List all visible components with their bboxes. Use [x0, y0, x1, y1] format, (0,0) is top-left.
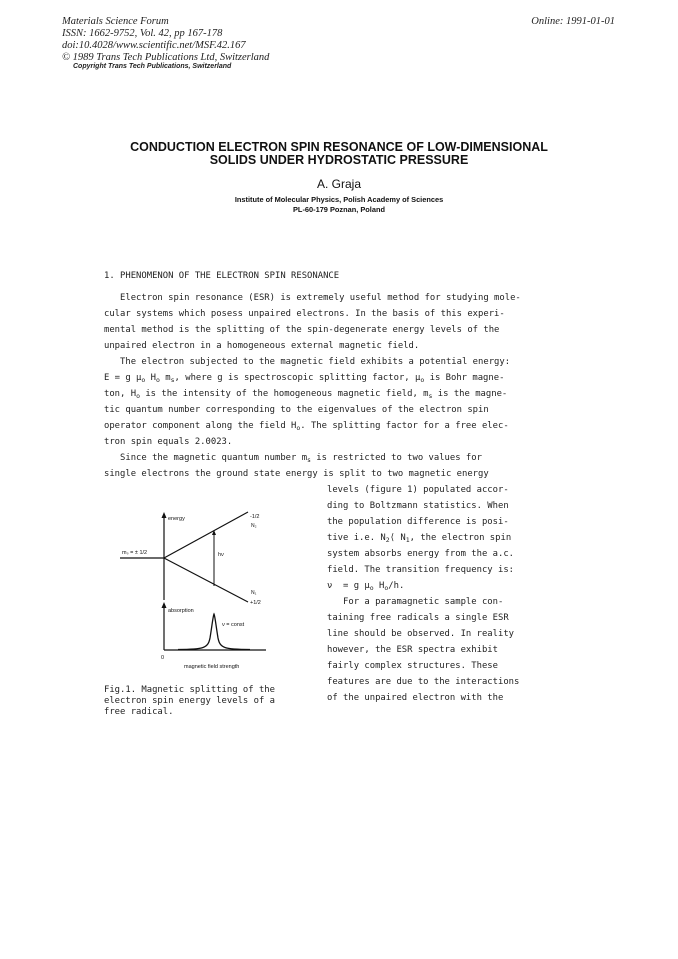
- text-run: is the magne-: [432, 389, 508, 399]
- right-col-line: ding to Boltzmann statistics. When: [327, 501, 509, 511]
- text-run: m: [159, 373, 171, 383]
- text-run: operator component along the field H: [104, 421, 297, 431]
- right-col-line: the population difference is posi-: [327, 517, 509, 527]
- subscript: o: [296, 424, 301, 432]
- subscript: s: [307, 456, 311, 464]
- body-line: [104, 453, 482, 464]
- text-run: H: [373, 581, 385, 591]
- n2-label: N₂: [251, 523, 257, 529]
- n1-label: N₁: [251, 590, 257, 596]
- body-line: tron spin equals 2.0023.: [104, 437, 233, 447]
- body-line: mental method is the splitting of the spin-degenerate energy levels of the: [104, 325, 500, 335]
- origin-label: 0: [161, 655, 165, 661]
- body-line-formula: [104, 373, 504, 384]
- affiliation-line1: Institute of Molecular Physics, Polish Academy of Sciences: [234, 195, 444, 204]
- body-line: Electron spin resonance (ESR) is extremely useful method for studying mole-: [104, 293, 521, 303]
- text-run: , the electron spin: [409, 533, 512, 543]
- text-run: H: [145, 373, 157, 383]
- subscript: 2: [385, 536, 390, 544]
- paper-title-line1: CONDUCTION ELECTRON SPIN RESONANCE OF LOW-DIMENSIONAL: [130, 140, 548, 154]
- absorption-label: absorption: [168, 608, 194, 614]
- text-run: tive i.e. N: [327, 533, 386, 543]
- text-run: Since the magnetic quantum number m: [104, 453, 308, 463]
- absorption-axis-arrow: [162, 602, 167, 608]
- body-line: tic quantum number corresponding to the eigenvalues of the electron spin: [104, 405, 489, 415]
- right-col-line: fairly complex structures. These: [327, 661, 498, 671]
- figure-caption-line: Fig.1. Magnetic splitting of the: [104, 685, 275, 695]
- right-col-line: system absorbs energy from the a.c.: [327, 549, 515, 559]
- right-col-line: field. The transition frequency is:: [327, 565, 515, 575]
- energy-level-diagram: [108, 508, 288, 673]
- right-col-formula: [327, 581, 404, 592]
- copyright-stamp: Copyright Trans Tech Publications, Switzerland: [73, 63, 232, 70]
- figure-caption-line: electron spin energy levels of a: [104, 696, 275, 706]
- right-col-line: features are due to the interactions: [327, 677, 520, 687]
- right-col-line: levels (figure 1) populated accor-: [327, 485, 509, 495]
- subscript: o: [384, 584, 389, 592]
- lower-level-line: [164, 558, 248, 602]
- text-run: ⟨ N: [389, 533, 406, 543]
- text-run: ν = g μ: [327, 581, 370, 591]
- right-col-line: taining free radicals a single ESR: [327, 613, 509, 623]
- subscript: o: [420, 376, 425, 384]
- text-run: E = g μ: [104, 373, 142, 383]
- subscript: s: [428, 392, 433, 400]
- right-col-line: line should be observed. In reality: [327, 629, 515, 639]
- subscript: o: [141, 376, 146, 384]
- plus-half-label: +1/2: [250, 600, 261, 606]
- paper-title-line2: SOLIDS UNDER HYDROSTATIC PRESSURE: [209, 153, 469, 167]
- section-heading: 1. PHENOMENON OF THE ELECTRON SPIN RESONANCE: [104, 271, 340, 281]
- figure-caption-line: free radical.: [104, 707, 174, 717]
- hv-label: hν: [218, 552, 224, 558]
- field-axis-label: magnetic field strength: [184, 664, 240, 670]
- author-name: A. Graja: [316, 177, 361, 191]
- body-line: cular systems which posess unpaired electrons. In the basis of this experi-: [104, 309, 505, 319]
- online-date: Online: 1991-01-01: [531, 16, 615, 27]
- body-line: The electron subjected to the magnetic field exhibits a potential energy:: [104, 357, 511, 367]
- text-run: . The splitting factor for a free elec-: [300, 421, 509, 431]
- subscript: 1: [405, 536, 410, 544]
- ms-label: mₛ = ± 1/2: [122, 550, 148, 556]
- text-run: is the intensity of the homogeneous magnetic field, m: [139, 389, 429, 399]
- text-run: /h.: [388, 581, 405, 591]
- journal-name: Materials Science Forum: [62, 16, 169, 27]
- body-line: unpaired electron in a homogeneous external magnetic field.: [104, 341, 420, 351]
- text-run: ton, H: [104, 389, 137, 399]
- text-run: , where g is spectroscopic splitting factor, μ: [174, 373, 421, 383]
- text-run: is restricted to two values for: [310, 453, 482, 463]
- right-col-line: For a paramagnetic sample con-: [327, 597, 504, 607]
- absorption-peak: [178, 614, 250, 650]
- doi-line[interactable]: doi:10.4028/www.scientific.net/MSF.42.167: [62, 40, 246, 51]
- body-line: single electrons the ground state energy is split to two magnetic energy: [104, 469, 489, 479]
- right-col-line: [327, 533, 511, 544]
- copyright-line: © 1989 Trans Tech Publications Ltd, Switzerland: [62, 52, 270, 63]
- const-label: ν = const: [222, 622, 245, 628]
- right-col-line: however, the ESR spectra exhibit: [327, 645, 498, 655]
- energy-axis-arrow: [162, 512, 167, 518]
- subscript: o: [156, 376, 160, 384]
- subscript: o: [136, 392, 140, 400]
- right-col-line: of the unpaired electron with the: [327, 693, 504, 703]
- energy-label: energy: [168, 516, 185, 522]
- affiliation-line2: PL-60-179 Poznan, Poland: [293, 205, 385, 214]
- issn-line: ISSN: 1662-9752, Vol. 42, pp 167-178: [62, 28, 223, 39]
- text-run: is Bohr magne-: [424, 373, 505, 383]
- subscript: o: [369, 584, 374, 592]
- body-line: [104, 389, 507, 400]
- minus-half-label: -1/2: [250, 514, 260, 520]
- subscript: s: [170, 376, 175, 384]
- body-line: [104, 421, 509, 432]
